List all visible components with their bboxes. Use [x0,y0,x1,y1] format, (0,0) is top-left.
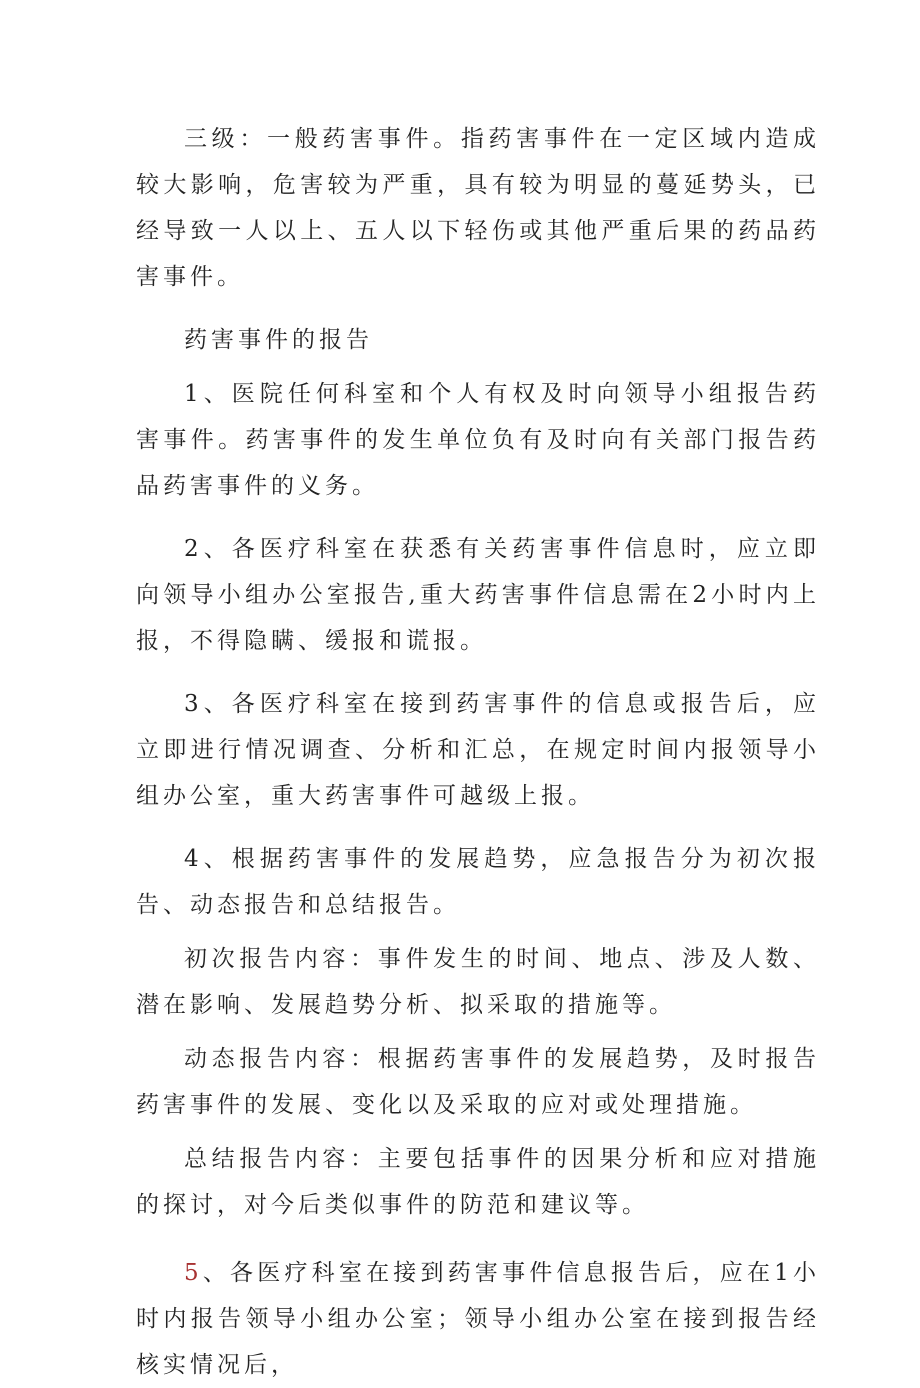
item-5-text: 、各医疗科室在接到药害事件信息报告后，应在1小时内报告领导小组办公室；领导小组办公室在接到报告经核实情况后， [136,1260,820,1378]
paragraph-initial-report: 初次报告内容：事件发生的时间、地点、涉及人数、潜在影响、发展趋势分析、拟采取的措施等。 [136,946,820,1018]
paragraph-dynamic-report: 动态报告内容：根据药害事件的发展趋势，及时报告药害事件的发展、变化以及采取的应对或处理措施。 [136,1046,820,1118]
paragraph-item-3: 3、各医疗科室在接到药害事件的信息或报告后，应立即进行情况调查、分析和汇总，在规定时间内报领导小组办公室，重大药害事件可越级上报。 [136,691,820,809]
paragraph-level-three: 三级：一般药害事件。指药害事件在一定区域内造成较大影响，危害较为严重，具有较为明显的蔓延势头，已经导致一人以上、五人以下轻伤或其他严重后果的药品药害事件。 [136,126,820,290]
paragraph-summary-report: 总结报告内容：主要包括事件的因果分析和应对措施的探讨，对今后类似事件的防范和建议等。 [136,1146,820,1218]
paragraph-item-1: 1、医院任何科室和个人有权及时向领导小组报告药害事件。药害事件的发生单位负有及时向有关部门报告药品药害事件的义务。 [136,381,820,499]
section-heading: 药害事件的报告 [184,327,373,353]
item-number: 5 [184,1260,203,1286]
paragraph-item-5 [136,1250,820,1388]
paragraph-item-4: 4、根据药害事件的发展趋势，应急报告分为初次报告、动态报告和总结报告。 [136,846,820,918]
paragraph-item-2: 2、各医疗科室在获悉有关药害事件信息时，应立即向领导小组办公室报告,重大药害事件信息需在2小时内上报，不得隐瞒、缓报和谎报。 [136,536,820,654]
